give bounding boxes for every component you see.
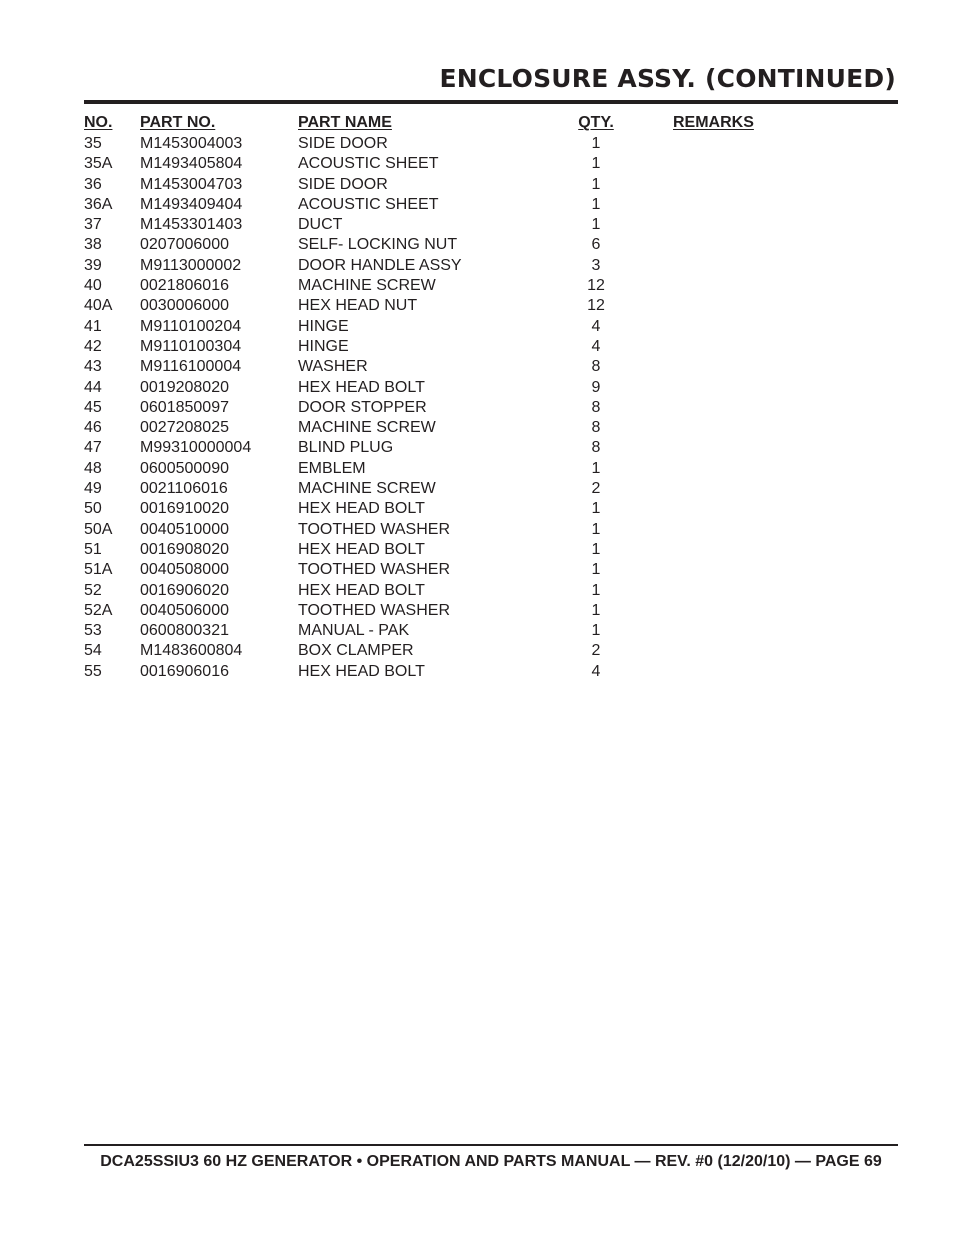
cell-no: 37 [84,216,102,234]
table-row [84,276,784,296]
cell-part-name: HEX HEAD BOLT [298,662,425,680]
table-row [84,296,784,316]
cell-part-no: 0016906016 [140,662,229,680]
cell-qty: 8 [591,419,601,437]
cell-no: 54 [84,642,102,660]
cell-part-name: DOOR STOPPER [298,398,427,416]
cell-part-name: HINGE [298,317,349,335]
cell-qty: 1 [591,135,601,152]
table-row [84,134,784,154]
table-row [84,479,784,499]
cell-part-no: 0021106016 [140,480,228,498]
cell-no: 48 [84,459,102,477]
cell-part-name: SELF- LOCKING NUT [298,236,458,254]
table-row [84,235,784,255]
cell-no: 50 [84,500,102,518]
cell-part-name: MACHINE SCREW [298,277,436,295]
cell-part-name: HEX HEAD BOLT [298,540,425,558]
cell-part-no: M1453301403 [140,216,243,234]
parts-table [84,113,784,682]
table-row [84,175,784,195]
table-row [84,560,784,580]
cell-part-no: 0030006000 [140,297,229,315]
column-header-part-no: PART NO. [140,114,216,131]
table-row [84,581,784,601]
cell-part-no: 0016906020 [140,581,229,599]
cell-no: 39 [84,256,102,274]
cell-part-name: EMBLEM [298,459,366,477]
table-row [84,601,784,621]
cell-no: 49 [84,480,102,498]
page-footer: DCA25SSIU3 60 HZ GENERATOR • OPERATION AND PARTS MANUAL — REV. #0 (12/20/10) — PAGE 69 [100,1153,882,1170]
cell-part-name: BOX CLAMPER [298,642,414,660]
table-row [84,499,784,519]
cell-part-no: M99310000004 [140,439,252,457]
cell-part-name: HEX HEAD BOLT [298,581,425,599]
cell-part-name: HEX HEAD BOLT [298,378,425,396]
cell-no: 35A [84,155,113,173]
cell-part-name: MANUAL - PAK [298,622,410,640]
cell-part-name: SIDE DOOR [298,175,388,193]
column-header-qty: QTY. [578,114,614,131]
cell-no: 38 [84,236,102,254]
cell-part-no: M9110100204 [140,317,242,335]
cell-part-no: 0207006000 [140,236,229,254]
cell-qty: 1 [591,175,601,193]
cell-no: 35 [84,135,102,152]
footer-divider [84,1144,898,1146]
page-title: ENCLOSURE ASSY. (CONTINUED) [439,64,896,93]
cell-part-no: 0019208020 [140,378,229,396]
cell-no: 52A [84,601,113,619]
cell-qty: 12 [587,297,605,315]
cell-no: 55 [84,662,102,680]
cell-part-name: HEX HEAD BOLT [298,500,425,518]
cell-part-name: TOOTHED WASHER [298,561,451,579]
cell-part-no: 0040508000 [140,561,229,579]
table-header-row [84,113,784,134]
cell-part-name: SIDE DOOR [298,135,388,152]
cell-part-name: MACHINE SCREW [298,419,436,437]
cell-part-no: M1483600804 [140,642,243,660]
cell-part-no: M9110100304 [140,337,242,355]
table-row [84,195,784,215]
cell-no: 50A [84,520,113,538]
table-row [84,418,784,438]
cell-no: 41 [84,317,102,335]
cell-qty: 4 [591,317,601,335]
table-row [84,459,784,479]
cell-part-name: MACHINE SCREW [298,480,436,498]
cell-part-no: 0600500090 [140,459,229,477]
column-header-remarks: REMARKS [673,114,754,131]
cell-qty: 1 [591,581,601,599]
cell-no: 40 [84,277,102,295]
cell-qty: 2 [591,480,601,498]
cell-part-no: 0016910020 [140,500,229,518]
cell-part-name: WASHER [298,358,368,376]
column-header-part-name: PART NAME [298,114,392,131]
cell-no: 44 [84,378,102,396]
cell-no: 51 [84,540,102,558]
cell-no: 36A [84,195,113,213]
cell-qty: 8 [591,358,601,376]
table-row [84,337,784,357]
cell-no: 46 [84,419,102,437]
table-row [84,215,784,235]
cell-part-name: BLIND PLUG [298,439,394,457]
cell-part-no: M1493409404 [140,195,243,213]
cell-part-name: DOOR HANDLE ASSY [298,256,462,274]
table-row [84,438,784,458]
cell-part-no: 0016908020 [140,540,229,558]
cell-part-no: 0021806016 [140,277,229,295]
column-header-no: NO. [84,114,113,131]
cell-part-no: 0601850097 [140,398,229,416]
cell-qty: 1 [591,561,601,579]
cell-part-name: ACOUSTIC SHEET [298,155,439,173]
cell-part-no: M9113000002 [140,256,242,274]
cell-no: 47 [84,439,102,457]
cell-part-name: HEX HEAD NUT [298,297,418,315]
cell-no: 45 [84,398,102,416]
cell-qty: 1 [591,540,601,558]
cell-qty: 8 [591,398,601,416]
table-row [84,154,784,174]
cell-qty: 8 [591,439,601,457]
cell-part-no: M1453004703 [140,175,243,193]
cell-part-no: 0600800321 [140,622,229,640]
cell-part-name: TOOTHED WASHER [298,520,451,538]
cell-qty: 1 [591,216,601,234]
cell-qty: 6 [591,236,601,254]
cell-no: 43 [84,358,102,376]
cell-qty: 2 [591,642,601,660]
table-row [84,378,784,398]
cell-no: 52 [84,581,102,599]
cell-qty: 1 [591,500,601,518]
table-row [84,317,784,337]
table-row [84,641,784,661]
title-divider [84,100,898,104]
table-row [84,662,784,682]
cell-part-no: 0040506000 [140,601,229,619]
cell-part-no: M1453004003 [140,135,243,152]
table-row [84,256,784,276]
cell-part-no: M1493405804 [140,155,243,173]
cell-no: 40A [84,297,113,315]
cell-qty: 1 [591,155,601,173]
cell-part-no: 0040510000 [140,520,229,538]
cell-no: 51A [84,561,113,579]
cell-qty: 4 [591,337,601,355]
cell-qty: 1 [591,601,601,619]
table-row [84,621,784,641]
cell-no: 36 [84,175,102,193]
table-row [84,357,784,377]
cell-part-name: HINGE [298,337,349,355]
cell-qty: 1 [591,622,601,640]
cell-qty: 9 [591,378,601,396]
cell-qty: 1 [591,520,601,538]
cell-qty: 1 [591,459,601,477]
cell-qty: 12 [587,277,605,295]
cell-part-no: M9116100004 [140,358,242,376]
cell-part-no: 0027208025 [140,419,229,437]
cell-qty: 3 [591,256,601,274]
cell-part-name: ACOUSTIC SHEET [298,195,439,213]
table-row [84,520,784,540]
cell-no: 42 [84,337,102,355]
cell-part-name: DUCT [298,216,343,234]
cell-qty: 4 [591,662,601,680]
cell-no: 53 [84,622,102,640]
table-row [84,540,784,560]
cell-qty: 1 [591,195,601,213]
cell-part-name: TOOTHED WASHER [298,601,451,619]
table-row [84,398,784,418]
